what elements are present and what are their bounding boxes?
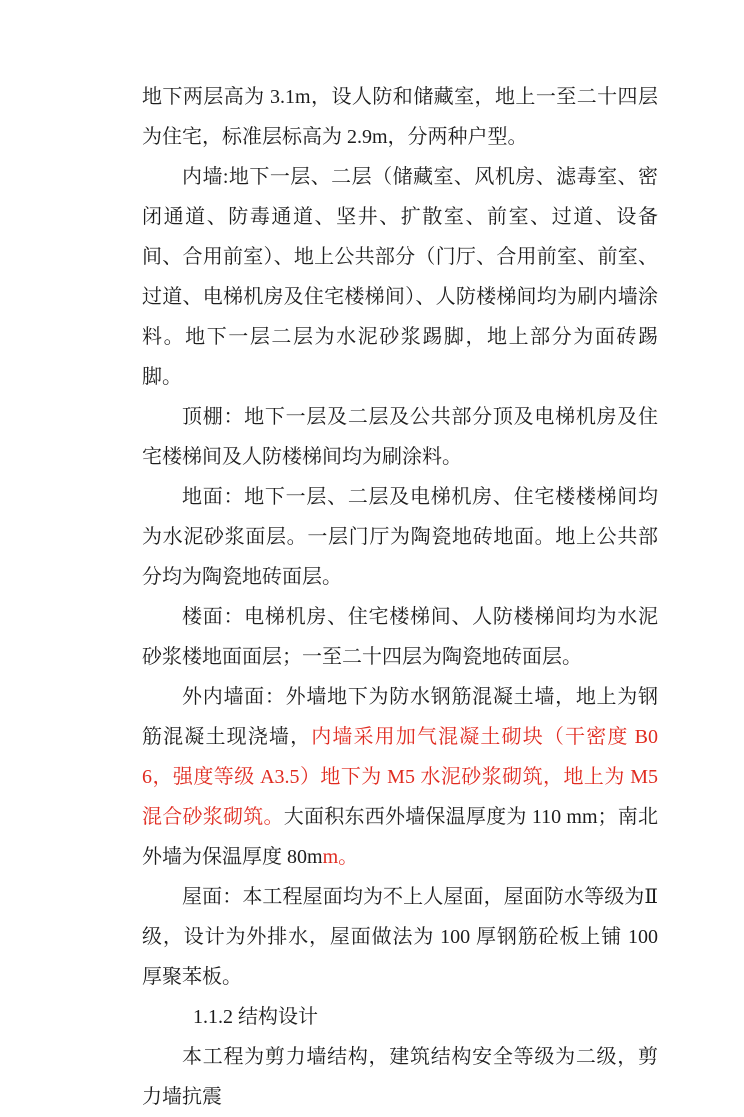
paragraph-upper-floors [142, 597, 658, 677]
paragraph-ceilings [142, 397, 658, 477]
text-segment: 外内墙面：外墙地下为防水钢筋混凝土墙，地上为钢筋混凝土现浇墙， [142, 686, 658, 748]
paragraph-ground-floors [142, 477, 658, 597]
text-segment: 本工程为剪力墙结构，建筑结构安全等级为二级，剪力墙抗震 [142, 1046, 658, 1108]
section-heading-structural-design [142, 997, 658, 1037]
text-segment: 地下两层高为 3.1m，设人防和储藏室，地上一至二十四层为住宅，标准层标高为 2.9m，分两种户型。 [142, 86, 658, 148]
heading-text: 1.1.2 结构设计 [193, 1006, 318, 1028]
text-segment: 内墙:地下一层、二层（储藏室、风机房、滤毒室、密闭通道、防毒通道、坚井、扩散室、前室、过道、设备间、合用前室）、地上公共部分（门厅、合用前室、前室、过道、电梯机房及住宅楼梯间）、人防楼梯间均为刷内墙涂料。地下一层二层为水泥砂浆踢脚，地上部分为面砖踢脚。 [142, 166, 658, 388]
red-text-segment: 内墙采用加气混凝土砌块（干密度 B06，强度等级 A3.5）地下为 M5 水泥砂浆砌筑，地上为 M5 混合砂浆砌筑。 [142, 726, 658, 828]
text-segment: 顶棚：地下一层及二层及公共部分顶及电梯机房及住宅楼梯间及人防楼梯间均为刷涂料。 [142, 406, 658, 468]
text-segment: 楼面：电梯机房、住宅楼梯间、人防楼梯间均为水泥砂浆楼地面面层；一至二十四层为陶瓷地砖面层。 [142, 606, 658, 668]
paragraph-building-heights [142, 77, 658, 157]
text-segment: 大面积东西外墙保温厚度为 110 mm；南北外墙为保温厚度 80m [142, 806, 659, 868]
text-segment: 屋面：本工程屋面均为不上人屋面，屋面防水等级为Ⅱ级，设计为外排水，屋面做法为 100 厚钢筋砼板上铺 100 厚聚苯板。 [142, 886, 658, 988]
text-segment: 地面：地下一层、二层及电梯机房、住宅楼楼梯间均为水泥砂浆面层。一层门厅为陶瓷地砖地面。地上公共部分均为陶瓷地砖面层。 [142, 486, 658, 588]
paragraph-interior-walls [142, 157, 658, 397]
paragraph-exterior-interior-wall-faces [142, 677, 658, 877]
paragraph-roof [142, 877, 658, 997]
red-text-segment: m。 [322, 846, 359, 868]
paragraph-structure-type [142, 1037, 658, 1117]
